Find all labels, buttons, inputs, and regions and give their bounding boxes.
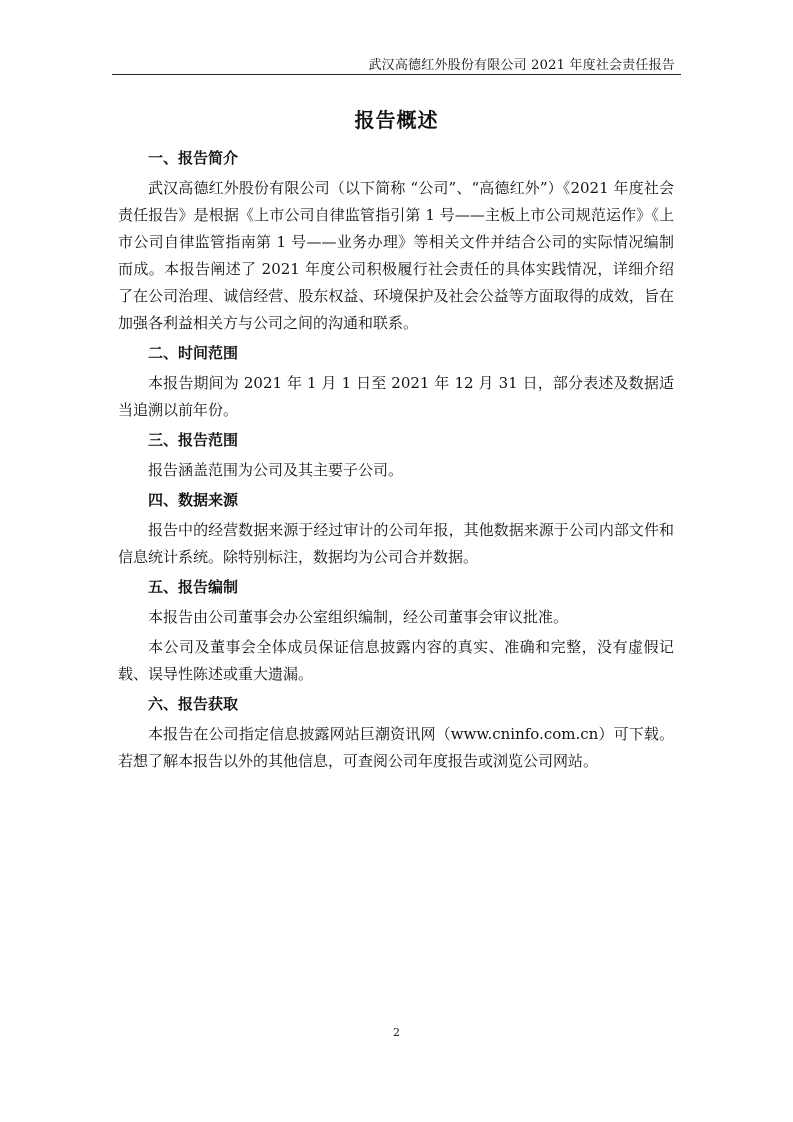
section-access: [118, 691, 674, 775]
report-body: [118, 143, 674, 778]
section-time-range: [118, 340, 674, 424]
section-paragraph: 武汉高德红外股份有限公司（以下简称 “公司”、“高德红外”）《2021 年度社会责任报告》是根据《上市公司自律监管指引第 1 号——主板上市公司规范运作》《上市公司自律监管指南第 1 号——业务办理》等相关文件并结合公司的实际情况编制而成。本报告阐述了 2021 年度公司积极履行社会责任的具体实践情况，详细介绍了在公司治理、诚信经营、股东权益、环境保护及社会公益等方面取得的成效，旨在加强各利益相关方与公司之间的沟通和联系。: [118, 179, 674, 332]
section-paragraph: 本报告由公司董事会办公室组织编制，经公司董事会审议批准。: [148, 608, 569, 626]
page-number: 2: [393, 1026, 400, 1039]
section-heading: 三、报告范围: [148, 431, 239, 449]
section-heading: 四、数据来源: [148, 491, 239, 509]
running-header: 武汉高德红外股份有限公司 2021 年度社会责任报告: [368, 58, 675, 73]
section-compilation: [118, 574, 674, 688]
section-scope: [118, 427, 674, 484]
section-heading: 二、时间范围: [148, 344, 239, 362]
section-paragraph: 本报告在公司指定信息披露网站巨潮资讯网（www.cninfo.com.cn）可下载。若想了解本报告以外的其他信息，可查阅公司年度报告或浏览公司网站。: [118, 725, 674, 770]
section-heading: 六、报告获取: [148, 695, 239, 713]
section-paragraph: 报告中的经营数据来源于经过审计的公司年报，其他数据来源于公司内部文件和信息统计系统。除特别标注，数据均为公司合并数据。: [118, 521, 674, 566]
header-divider: [112, 74, 681, 75]
section-heading: 一、报告简介: [148, 149, 239, 167]
section-intro: [118, 145, 674, 337]
section-paragraph: 本报告期间为 2021 年 1 月 1 日至 2021 年 12 月 31 日，部分表述及数据适当追溯以前年份。: [118, 374, 674, 419]
section-heading: 五、报告编制: [148, 578, 239, 596]
page-title: 报告概述: [354, 108, 439, 132]
section-data-source: [118, 487, 674, 571]
section-paragraph: 本公司及董事会全体成员保证信息披露内容的真实、准确和完整，没有虚假记载、误导性陈述或重大遗漏。: [118, 638, 674, 683]
section-paragraph: 报告涵盖范围为公司及其主要子公司。: [148, 461, 404, 479]
